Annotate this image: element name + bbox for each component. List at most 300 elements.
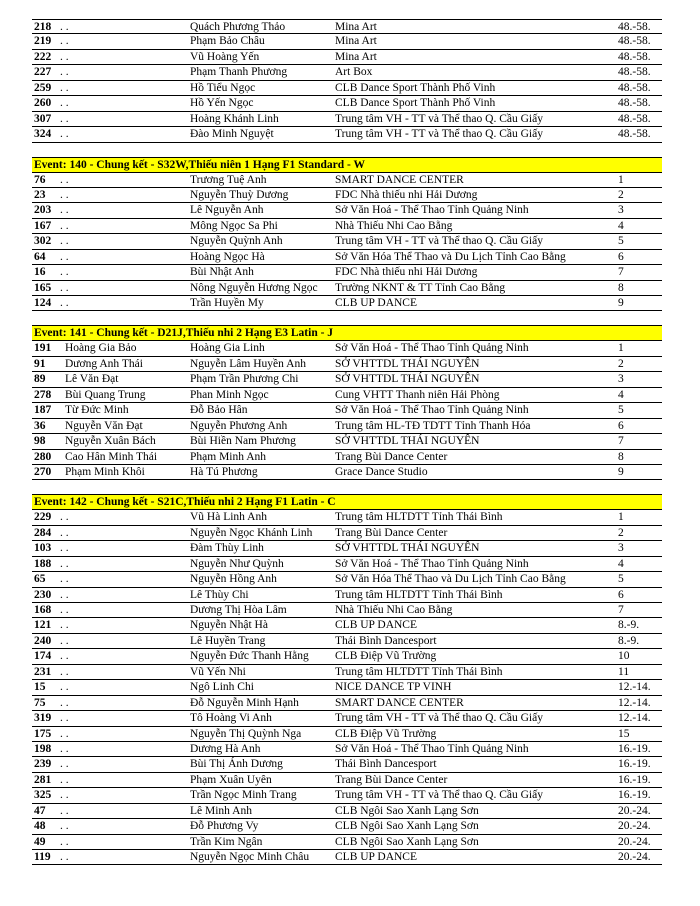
club-name: Mina Art	[335, 35, 377, 48]
result-row	[32, 341, 662, 356]
placement: 4	[618, 388, 624, 401]
partner-dancer-name: Nguyễn Quỳnh Anh	[190, 235, 283, 248]
placement: 4	[618, 219, 624, 232]
club-name: Trang Bùi Dance Center	[335, 450, 448, 463]
lead-dancer-name: Lê Văn Đạt	[65, 373, 119, 386]
placement: 20.-24.	[618, 835, 651, 848]
placeholder-dots: . .	[60, 712, 69, 725]
lead-dancer-name: Bùi Quang Trung	[65, 388, 146, 401]
club-name: Sở Văn Hóa Thể Thao và Du Lịch Tỉnh Cao Bằng	[335, 250, 566, 263]
placement: 48.-58.	[618, 21, 651, 33]
competitor-number: 230	[34, 588, 52, 601]
partner-dancer-name: Nguyễn Đức Thanh Hằng	[190, 650, 309, 663]
placement: 6	[618, 419, 624, 432]
competitor-number: 325	[34, 789, 52, 802]
placeholder-dots: . .	[60, 188, 69, 201]
club-name: Nhà Thiếu Nhi Cao Bằng	[335, 219, 453, 232]
result-row	[32, 112, 662, 127]
placement: 8.-9.	[618, 634, 640, 647]
lead-dancer-name: Hoàng Gia Bảo	[65, 342, 137, 355]
result-row	[32, 34, 662, 49]
placement: 3	[618, 373, 624, 386]
placement: 20.-24.	[618, 804, 651, 817]
competitor-number: 231	[34, 665, 52, 678]
placeholder-dots: . .	[60, 97, 69, 110]
club-name: SỞ VHTTDL THÁI NGUYÊN	[335, 435, 480, 448]
competitor-number: 103	[34, 542, 52, 555]
result-row	[32, 96, 662, 111]
event-title: Event: 141 - Chung kết - D21J,Thiếu nhi 2 Hạng E3 Latin - J	[32, 325, 662, 341]
placeholder-dots: . .	[60, 650, 69, 663]
result-row	[32, 541, 662, 556]
placeholder-dots: . .	[60, 35, 69, 48]
partner-dancer-name: Nguyễn Hồng Anh	[190, 573, 277, 586]
result-row	[32, 357, 662, 372]
placeholder-dots: . .	[60, 204, 69, 217]
placement: 1	[618, 342, 624, 355]
result-row	[32, 773, 662, 788]
club-name: CLB Điệp Vũ Trường	[335, 650, 437, 663]
club-name: FDC Nhà thiếu nhi Hải Dương	[335, 266, 478, 279]
club-name: SMART DANCE CENTER	[335, 173, 464, 186]
competitor-number: 65	[34, 573, 46, 586]
placeholder-dots: . .	[60, 851, 69, 863]
partner-dancer-name: Bùi Nhật Anh	[190, 266, 254, 279]
competitor-number: 36	[34, 419, 46, 432]
placeholder-dots: . .	[60, 820, 69, 833]
club-name: CLB Ngôi Sao Xanh Lạng Sơn	[335, 835, 479, 848]
result-row	[32, 819, 662, 834]
partner-dancer-name: Ngô Linh Chi	[190, 681, 254, 694]
result-row	[32, 557, 662, 572]
partner-dancer-name: Lê Thùy Chi	[190, 588, 249, 601]
competitor-number: 64	[34, 250, 46, 263]
result-row	[32, 173, 662, 188]
competitor-number: 240	[34, 634, 52, 647]
club-name: Sở Văn Hoá - Thể Thao Tỉnh Quảng Ninh	[335, 342, 529, 355]
placeholder-dots: . .	[60, 727, 69, 740]
result-row	[32, 465, 662, 480]
competitor-number: 119	[34, 851, 51, 863]
lead-dancer-name: Nguyễn Văn Đạt	[65, 419, 143, 432]
result-row	[32, 618, 662, 633]
placeholder-dots: . .	[60, 835, 69, 848]
partner-dancer-name: Nguyễn Như Quỳnh	[190, 557, 284, 570]
partner-dancer-name: Bùi Hiền Nam Phương	[190, 435, 296, 448]
partner-dancer-name: Nông Nguyễn Hương Ngọc	[190, 281, 318, 294]
competitor-number: 259	[34, 81, 52, 94]
competitor-number: 188	[34, 557, 52, 570]
competitor-number: 270	[34, 465, 52, 478]
club-name: SỞ VHTTDL THÁI NGUYÊN	[335, 373, 480, 386]
partner-dancer-name: Dương Thị Hòa Lâm	[190, 604, 287, 616]
placeholder-dots: . .	[60, 557, 69, 570]
placeholder-dots: . .	[60, 21, 69, 33]
lead-dancer-name: Dương Anh Thái	[65, 357, 143, 370]
partner-dancer-name: Vũ Yến Nhi	[190, 665, 246, 678]
competitor-number: 167	[34, 219, 52, 232]
result-row	[32, 649, 662, 664]
placement: 10	[618, 650, 630, 663]
placement: 20.-24.	[618, 851, 651, 863]
competitor-number: 121	[34, 619, 52, 632]
group-spacer	[32, 480, 662, 494]
placement: 1	[618, 173, 624, 186]
club-name: Art Box	[335, 66, 373, 79]
partner-dancer-name: Trần Kim Ngân	[190, 835, 263, 848]
placeholder-dots: . .	[60, 235, 69, 248]
club-name: Sở Văn Hoá - Thể Thao Tỉnh Quảng Ninh	[335, 204, 529, 217]
partner-dancer-name: Nguyễn Nhật Hà	[190, 619, 268, 632]
partner-dancer-name: Nguyễn Phương Anh	[190, 419, 288, 432]
placeholder-dots: . .	[60, 511, 69, 524]
result-row	[32, 788, 662, 803]
club-name: Thái Bình Dancesport	[335, 758, 437, 771]
result-row	[32, 388, 662, 403]
club-name: FDC Nhà thiếu nhi Hải Dương	[335, 188, 478, 201]
competitor-number: 49	[34, 835, 46, 848]
competitor-number: 76	[34, 173, 46, 186]
event-title: Event: 140 - Chung kết - S32W,Thiếu niên 1 Hạng F1 Standard - W	[32, 157, 662, 173]
club-name: Trung tâm HL-TĐ TDTT Tỉnh Thanh Hóa	[335, 419, 531, 432]
competitor-number: 168	[34, 604, 52, 616]
result-row	[32, 234, 662, 249]
lead-dancer-name: Nguyễn Xuân Bách	[65, 435, 156, 448]
partner-dancer-name: Phạm Minh Anh	[190, 450, 267, 463]
results-page	[32, 19, 662, 865]
placeholder-dots: . .	[60, 173, 69, 186]
result-row	[32, 603, 662, 618]
competitor-number: 15	[34, 681, 46, 694]
lead-dancer-name: Từ Đức Minh	[65, 404, 129, 417]
club-name: CLB Ngôi Sao Xanh Lạng Sơn	[335, 804, 479, 817]
result-row	[32, 250, 662, 265]
placement: 2	[618, 526, 624, 539]
partner-dancer-name: Trần Ngọc Minh Trang	[190, 789, 297, 802]
partner-dancer-name: Phan Minh Ngọc	[190, 388, 269, 401]
placeholder-dots: . .	[60, 526, 69, 539]
partner-dancer-name: Mông Ngọc Sa Phi	[190, 219, 278, 232]
placeholder-dots: . .	[60, 542, 69, 555]
partner-dancer-name: Trương Tuệ Anh	[190, 173, 267, 186]
partner-dancer-name: Hoàng Ngọc Hà	[190, 250, 265, 263]
result-row	[32, 526, 662, 541]
partner-dancer-name: Lê Huyền Trang	[190, 634, 266, 647]
partner-dancer-name: Vũ Hà Linh Anh	[190, 511, 267, 524]
result-row	[32, 634, 662, 649]
result-row	[32, 127, 662, 142]
lead-dancer-name: Cao Hân Minh Thái	[65, 450, 158, 463]
result-row	[32, 588, 662, 603]
result-row	[32, 757, 662, 772]
club-name: Nhà Thiếu Nhi Cao Bằng	[335, 604, 453, 616]
event-group	[32, 494, 662, 865]
placeholder-dots: . .	[60, 604, 69, 616]
club-name: Trung tâm HLTDTT Tỉnh Thái Bình	[335, 511, 503, 524]
result-row	[32, 65, 662, 80]
group-spacer	[32, 143, 662, 157]
competitor-number: 124	[34, 297, 52, 309]
result-row	[32, 296, 662, 311]
partner-dancer-name: Hồ Yến Ngọc	[190, 97, 254, 110]
result-row	[32, 711, 662, 726]
partner-dancer-name: Bùi Thị Ánh Dương	[190, 758, 283, 771]
placement: 48.-58.	[618, 66, 651, 79]
club-name: Mina Art	[335, 21, 377, 33]
club-name: Grace Dance Studio	[335, 465, 428, 478]
competitor-number: 239	[34, 758, 52, 771]
placeholder-dots: . .	[60, 112, 69, 125]
competitor-number: 47	[34, 804, 46, 817]
placement: 5	[618, 404, 624, 417]
placement: 16.-19.	[618, 789, 651, 802]
placeholder-dots: . .	[60, 742, 69, 755]
result-row	[32, 50, 662, 65]
partner-dancer-name: Trần Huyền My	[190, 297, 264, 309]
club-name: CLB Điệp Vũ Trường	[335, 727, 437, 740]
placement: 48.-58.	[618, 112, 651, 125]
partner-dancer-name: Hoàng Gia Linh	[190, 342, 265, 355]
result-row	[32, 434, 662, 449]
competitor-number: 278	[34, 388, 52, 401]
result-row	[32, 835, 662, 850]
placement: 9	[618, 297, 624, 309]
club-name: CLB UP DANCE	[335, 297, 417, 309]
competitor-number: 218	[34, 21, 52, 33]
competitor-number: 203	[34, 204, 52, 217]
placement: 3	[618, 542, 624, 555]
competitor-number: 319	[34, 712, 52, 725]
club-name: Sở Văn Hoá - Thể Thao Tỉnh Quảng Ninh	[335, 742, 529, 755]
event-group	[32, 157, 662, 312]
result-row	[32, 19, 662, 34]
placeholder-dots: . .	[60, 634, 69, 647]
result-row	[32, 680, 662, 695]
placement: 16.-19.	[618, 742, 651, 755]
partner-dancer-name: Lê Nguyễn Anh	[190, 204, 264, 217]
placement: 9	[618, 465, 624, 478]
placement: 5	[618, 235, 624, 248]
result-row	[32, 403, 662, 418]
club-name: Sở Văn Hoá - Thể Thao Tỉnh Quảng Ninh	[335, 557, 529, 570]
placement: 6	[618, 250, 624, 263]
club-name: Trung tâm VH - TT và Thể thao Q. Cầu Giấy	[335, 128, 543, 141]
partner-dancer-name: Hoàng Khánh Linh	[190, 112, 279, 125]
partner-dancer-name: Phạm Xuân Uyên	[190, 773, 272, 786]
result-row	[32, 665, 662, 680]
result-row	[32, 188, 662, 203]
club-name: Cung VHTT Thanh niên Hải Phòng	[335, 388, 500, 401]
club-name: Sở Văn Hóa Thể Thao và Du Lịch Tỉnh Cao Bằng	[335, 573, 566, 586]
competitor-number: 280	[34, 450, 52, 463]
competitor-number: 174	[34, 650, 52, 663]
event-title: Event: 142 - Chung kết - S21C,Thiếu nhi 2 Hạng F1 Latin - C	[32, 494, 662, 510]
result-row	[32, 372, 662, 387]
competitor-number: 281	[34, 773, 52, 786]
result-row	[32, 265, 662, 280]
competitor-number: 175	[34, 727, 52, 740]
result-row	[32, 696, 662, 711]
placement: 11	[618, 665, 630, 678]
result-row	[32, 510, 662, 525]
placement: 48.-58.	[618, 50, 651, 63]
competitor-number: 191	[34, 342, 52, 355]
partner-dancer-name: Đỗ Phương Vy	[190, 820, 259, 833]
result-row	[32, 804, 662, 819]
club-name: Trung tâm HLTDTT Tỉnh Thái Bình	[335, 588, 503, 601]
result-row	[32, 572, 662, 587]
partner-dancer-name: Quách Phương Thảo	[190, 21, 286, 33]
placeholder-dots: . .	[60, 128, 69, 141]
club-name: Trang Bùi Dance Center	[335, 526, 448, 539]
placement: 48.-58.	[618, 81, 651, 94]
placement: 7	[618, 435, 624, 448]
competitor-number: 75	[34, 696, 46, 709]
partner-dancer-name: Phạm Bảo Châu	[190, 35, 265, 48]
lead-dancer-name: Phạm Minh Khôi	[65, 465, 145, 478]
result-row	[32, 727, 662, 742]
competitor-number: 229	[34, 511, 52, 524]
competitor-number: 227	[34, 66, 52, 79]
placement: 48.-58.	[618, 97, 651, 110]
competitor-number: 302	[34, 235, 52, 248]
club-name: Trung tâm HLTDTT Tỉnh Thái Bình	[335, 665, 503, 678]
partner-dancer-name: Lê Minh Anh	[190, 804, 252, 817]
placeholder-dots: . .	[60, 588, 69, 601]
placeholder-dots: . .	[60, 619, 69, 632]
placeholder-dots: . .	[60, 758, 69, 771]
result-row	[32, 450, 662, 465]
partner-dancer-name: Phạm Trần Phương Chi	[190, 373, 299, 386]
placement: 7	[618, 266, 624, 279]
partner-dancer-name: Nguyễn Lâm Huyền Anh	[190, 357, 306, 370]
result-row	[32, 419, 662, 434]
placement: 4	[618, 557, 624, 570]
club-name: SMART DANCE CENTER	[335, 696, 464, 709]
club-name: CLB Dance Sport Thành Phố Vinh	[335, 97, 496, 110]
club-name: SỞ VHTTDL THÁI NGUYÊN	[335, 357, 480, 370]
partner-dancer-name: Đỗ Nguyễn Minh Hạnh	[190, 696, 299, 709]
club-name: Trường NKNT & TT Tỉnh Cao Bằng	[335, 281, 506, 294]
club-name: SỞ VHTTDL THÁI NGUYÊN	[335, 542, 480, 555]
club-name: CLB UP DANCE	[335, 619, 417, 632]
placeholder-dots: . .	[60, 773, 69, 786]
partner-dancer-name: Hồ Tiểu Ngọc	[190, 81, 256, 94]
placement: 12.-14.	[618, 712, 651, 725]
placement: 3	[618, 204, 624, 217]
partner-dancer-name: Dương Hà Anh	[190, 742, 261, 755]
placement: 12.-14.	[618, 681, 651, 694]
club-name: Trung tâm VH - TT và Thể thao Q. Cầu Giấy	[335, 789, 543, 802]
event-group	[32, 325, 662, 480]
placement: 6	[618, 588, 624, 601]
club-name: Trung tâm VH - TT và Thể thao Q. Cầu Giấy	[335, 235, 543, 248]
placeholder-dots: . .	[60, 66, 69, 79]
placement: 8	[618, 281, 624, 294]
partner-dancer-name: Đỗ Bảo Hân	[190, 404, 248, 417]
placement: 48.-58.	[618, 35, 651, 48]
competitor-number: 260	[34, 97, 52, 110]
placeholder-dots: . .	[60, 573, 69, 586]
result-row	[32, 742, 662, 757]
placeholder-dots: . .	[60, 297, 69, 309]
placement: 8	[618, 450, 624, 463]
placement: 12.-14.	[618, 696, 651, 709]
partner-dancer-name: Đào Minh Nguyệt	[190, 128, 274, 141]
placeholder-dots: . .	[60, 250, 69, 263]
placeholder-dots: . .	[60, 219, 69, 232]
placeholder-dots: . .	[60, 696, 69, 709]
partner-dancer-name: Hà Tú Phương	[190, 465, 258, 478]
partner-dancer-name: Tô Hoàng Vi Anh	[190, 712, 272, 725]
club-name: Trung tâm VH - TT và Thể thao Q. Cầu Giấy	[335, 712, 543, 725]
placeholder-dots: . .	[60, 804, 69, 817]
placement: 15	[618, 727, 630, 740]
group-spacer	[32, 311, 662, 325]
placeholder-dots: . .	[60, 81, 69, 94]
placement: 2	[618, 357, 624, 370]
club-name: CLB UP DANCE	[335, 851, 417, 863]
club-name: NICE DANCE TP VINH	[335, 681, 452, 694]
placeholder-dots: . .	[60, 789, 69, 802]
placement: 16.-19.	[618, 773, 651, 786]
placement: 5	[618, 573, 624, 586]
competitor-number: 222	[34, 50, 52, 63]
club-name: Sở Văn Hoá - Thể Thao Tỉnh Quảng Ninh	[335, 404, 529, 417]
partner-dancer-name: Nguyễn Thị Quỳnh Nga	[190, 727, 302, 740]
partner-dancer-name: Nguyễn Ngọc Khánh Linh	[190, 526, 313, 539]
result-row	[32, 850, 662, 865]
placement: 16.-19.	[618, 758, 651, 771]
competitor-number: 187	[34, 404, 52, 417]
result-row	[32, 203, 662, 218]
placement: 1	[618, 511, 624, 524]
partner-dancer-name: Nguyễn Thuỳ Dương	[190, 188, 289, 201]
club-name: Trang Bùi Dance Center	[335, 773, 448, 786]
competitor-number: 284	[34, 526, 52, 539]
club-name: CLB Ngôi Sao Xanh Lạng Sơn	[335, 820, 479, 833]
club-name: Trung tâm VH - TT và Thể thao Q. Cầu Giấy	[335, 112, 543, 125]
placement: 8.-9.	[618, 619, 640, 632]
competitor-number: 48	[34, 820, 46, 833]
result-row	[32, 81, 662, 96]
placeholder-dots: . .	[60, 266, 69, 279]
competitor-number: 307	[34, 112, 52, 125]
competitor-number: 219	[34, 35, 52, 48]
event-group	[32, 19, 662, 143]
placement: 20.-24.	[618, 820, 651, 833]
competitor-number: 16	[34, 266, 46, 279]
partner-dancer-name: Nguyễn Ngọc Minh Châu	[190, 851, 310, 863]
club-name: Mina Art	[335, 50, 377, 63]
club-name: CLB Dance Sport Thành Phố Vinh	[335, 81, 496, 94]
competitor-number: 165	[34, 281, 52, 294]
competitor-number: 91	[34, 357, 46, 370]
club-name: Thái Bình Dancesport	[335, 634, 437, 647]
placement: 2	[618, 188, 624, 201]
placement: 7	[618, 604, 624, 616]
placeholder-dots: . .	[60, 665, 69, 678]
placement: 48.-58.	[618, 128, 651, 141]
competitor-number: 324	[34, 128, 52, 141]
placeholder-dots: . .	[60, 681, 69, 694]
result-row	[32, 281, 662, 296]
partner-dancer-name: Vũ Hoàng Yến	[190, 50, 260, 63]
placeholder-dots: . .	[60, 50, 69, 63]
competitor-number: 98	[34, 435, 46, 448]
result-row	[32, 219, 662, 234]
competitor-number: 23	[34, 188, 46, 201]
